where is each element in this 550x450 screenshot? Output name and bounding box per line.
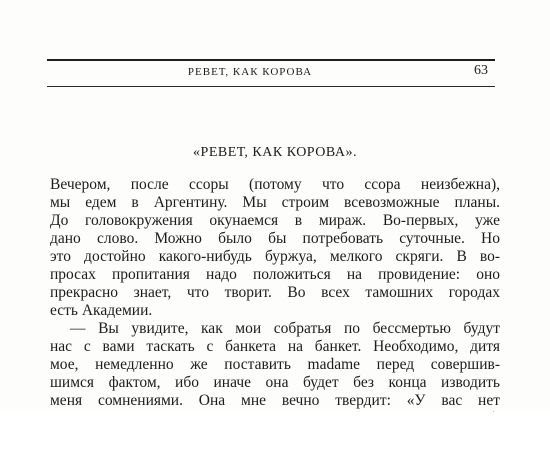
page-edge-cutoff [0,412,550,450]
text-line: прекрасно знает, что творит. Во всех тамошних городах [50,284,500,301]
body-text [50,176,500,428]
text-line: мое, немедленно же поставить madame перед совершив- [50,356,500,373]
text-line: дано слово. Можно было бы потребовать суточные. Но [50,230,500,247]
text-line: До головокружения окунаемся в мираж. Во-первых, уже [50,212,500,229]
text-line: шимся фактом, ибо иначе она будет без конца изводить [50,374,500,391]
header-rule-bottom [47,86,495,87]
text-line: есть Академии. [50,302,153,319]
running-head: РЕВЕТ, КАК КОРОВА [187,66,313,78]
header-rule-top [47,59,495,61]
text-line: мы едем в Аргентину. Мы строим всевозможные планы. [50,194,500,211]
text-line: Вечером, после ссоры (потому что ссора неизбежна), [50,176,500,193]
text-line: меня сомнениями. Она мне вечно твердит: «У вас нет [50,392,500,409]
text-line: нас с вами таскать с банкета на банкет. Необходимо, дитя [50,338,500,355]
chapter-title: «РЕВЕТ, КАК КОРОВА». [193,145,357,160]
text-line: — Вы увидите, как мои собратья по бессмертью будут [70,320,500,337]
text-line: это достойно какого-нибудь буржуа, мелкого скряги. В во- [50,248,500,265]
text-line: просах пропитания надо положиться на провидение: оно [50,266,500,283]
page-number: 63 [474,63,488,78]
